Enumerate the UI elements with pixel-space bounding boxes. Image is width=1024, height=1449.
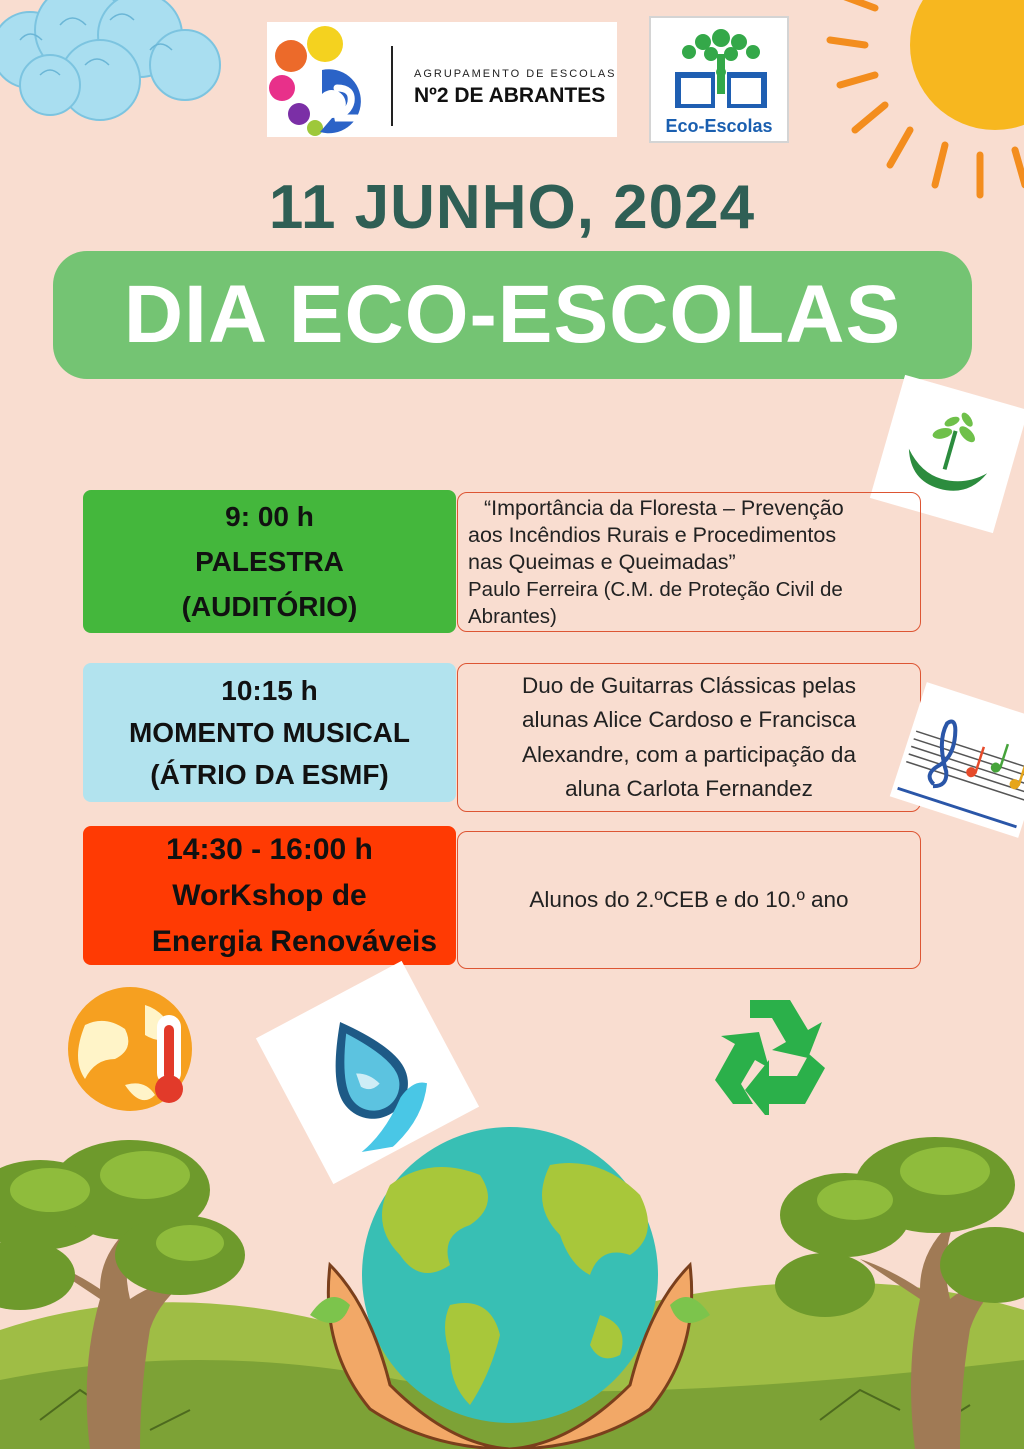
- event-title-banner: [53, 251, 972, 379]
- slot-2-desc-line: Alexandre, com a participação da: [522, 741, 856, 767]
- school-emblem-icon: [267, 22, 387, 137]
- event-date: 11 JUNHO, 2024: [268, 173, 756, 242]
- recycle-icon: [705, 990, 835, 1115]
- slot-2-desc-line: aluna Carlota Fernandez: [565, 776, 813, 801]
- slot-1-activity: PALESTRA: [195, 546, 344, 577]
- slot-1-time: 9: 00 h: [225, 501, 314, 532]
- earth-in-hands-icon: [300, 1125, 720, 1449]
- slot-3-activity: WorKshop de: [172, 878, 367, 912]
- schedule-slot-1-header: [83, 490, 456, 633]
- slot-2-activity: MOMENTO MUSICAL: [128, 716, 411, 748]
- slot-1-desc-line: “Importância da Floresta – Prevenção: [484, 495, 844, 520]
- slot-2-desc-line: alunas Alice Cardoso e Francisca: [522, 707, 856, 732]
- schedule-slot-1-description: [457, 492, 921, 632]
- slot-2-desc-line: Duo de Guitarras Clássicas pelas: [522, 672, 856, 698]
- eco-escolas-label: Eco-Escolas: [665, 116, 773, 136]
- slot-2-time: 10:15 h: [221, 674, 318, 706]
- slot-1-speaker-line: Abrantes): [468, 604, 557, 628]
- slot-3-desc-line: Alunos do 2.ºCEB e do 10.º ano: [529, 887, 849, 912]
- school-logo-line1: AGRUPAMENTO DE ESCOLAS: [414, 68, 617, 80]
- schedule-slot-2-description: [457, 663, 921, 812]
- slot-2-place: (ÁTRIO DA ESMF): [150, 758, 389, 790]
- eco-escolas-logo: [649, 16, 789, 143]
- event-title: DIA ECO-ESCOLAS: [123, 269, 902, 360]
- globe-thermometer-icon: [65, 985, 200, 1115]
- slot-3-place: Energia Renováveis: [151, 924, 438, 958]
- slot-1-desc-line: aos Incêndios Rurais e Procedimentos: [468, 522, 837, 547]
- eco-tree-book-icon: [669, 24, 773, 116]
- slot-1-speaker-line: Paulo Ferreira (C.M. de Proteção Civil de: [468, 577, 843, 601]
- cloud-icon: [0, 0, 225, 130]
- slot-3-time: 14:30 - 16:00 h: [166, 832, 373, 866]
- logo-divider: [391, 46, 393, 126]
- school-logo: [267, 22, 617, 137]
- tree-icon: [0, 1135, 250, 1449]
- schedule-slot-3-header: [83, 826, 456, 965]
- slot-1-place: (AUDITÓRIO): [181, 591, 358, 622]
- slot-1-desc-line: nas Queimas e Queimadas”: [468, 549, 736, 574]
- tree-icon: [775, 1135, 1024, 1449]
- school-logo-line2: Nº2 DE ABRANTES: [414, 84, 606, 107]
- schedule-slot-2-header: [83, 663, 456, 802]
- schedule-slot-3-description: [457, 831, 921, 969]
